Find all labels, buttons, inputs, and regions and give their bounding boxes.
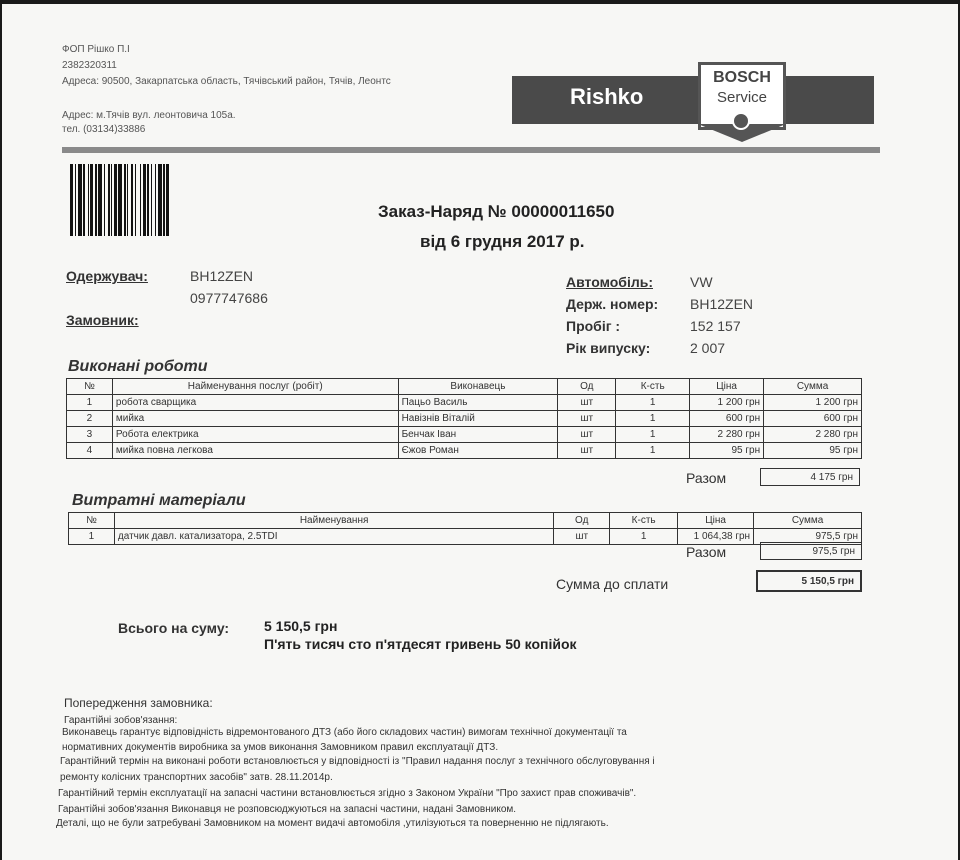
summary-value: 5 150,5 грн (264, 618, 338, 634)
works-table-header (67, 379, 862, 395)
cell-name: мийка (112, 411, 398, 427)
cell-sum: 600 грн (764, 411, 862, 427)
mileage-label: Пробіг : (566, 318, 621, 334)
cell-name: мийка повна легкова (112, 443, 398, 459)
warning-line: Деталі, що не були затребувані Замовником на момент видачі автомобіля ,утилізуються та поверненню не підлягають. (56, 818, 609, 829)
cell-price: 2 280 грн (690, 427, 764, 443)
cell-sum: 1 200 грн (764, 395, 862, 411)
car-label: Автомобіль: (566, 274, 653, 290)
warning-line: Гарантійні зобов'язання: (64, 715, 178, 726)
year-label: Рік випуску: (566, 340, 651, 356)
works-total-value: 4 175 грн (760, 468, 860, 486)
warning-line: нормативних документів виробника за умов виконання Замовником правил експлуатації ДТЗ. (62, 742, 499, 753)
cell-number: 2 (67, 411, 113, 427)
plate-label: Держ. номер: (566, 296, 659, 312)
cell-qty: 1 (616, 443, 690, 459)
cell-number: 4 (67, 443, 113, 459)
cell-unit: шт (558, 395, 616, 411)
materials-col-qty: К-сть (610, 513, 678, 529)
materials-total-value: 975,5 грн (760, 542, 862, 560)
cell-name: Робота електрика (112, 427, 398, 443)
logo-bar (512, 76, 874, 124)
cell-number: 1 (69, 529, 115, 545)
cell-unit: шт (558, 411, 616, 427)
grand-total-label: Сумма до сплати (556, 576, 669, 592)
rishko-logo-text: Rishko (570, 84, 644, 109)
cell-number: 1 (67, 395, 113, 411)
order-date: від 6 грудня 2017 р. (420, 232, 585, 251)
cell-number: 3 (67, 427, 113, 443)
works-col-sum: Сумма (764, 379, 862, 395)
cell-unit: шт (558, 443, 616, 459)
cell-price: 600 грн (690, 411, 764, 427)
company-code: 2382320311 (62, 60, 117, 71)
materials-table (68, 512, 862, 545)
barcode (70, 164, 328, 236)
table-row (67, 395, 862, 411)
company-address-2: Адрес: м.Тячів вул. леонтовича 105а. (62, 110, 236, 121)
works-col-performer: Виконавець (398, 379, 558, 395)
cell-unit: шт (554, 529, 610, 545)
header-divider (62, 147, 880, 153)
cell-qty: 1 (610, 529, 678, 545)
cell-performer: Єжов Роман (398, 443, 558, 459)
table-row (67, 443, 862, 459)
works-table (66, 378, 862, 459)
cell-price: 95 грн (690, 443, 764, 459)
cell-qty: 1 (616, 411, 690, 427)
cell-sum: 975,5 грн (754, 529, 862, 545)
works-col-unit: Од (558, 379, 616, 395)
summary-in-words: П'ять тисяч сто п'ятдесят гривень 50 копійок (264, 636, 577, 652)
materials-section-title: Витратні матеріали (72, 492, 246, 509)
table-row (67, 411, 862, 427)
works-total-label: Разом (686, 470, 727, 486)
plate-value: BH12ZEN (690, 296, 754, 312)
materials-col-price: Ціна (678, 513, 754, 529)
bosch-armature-icon (732, 112, 750, 130)
works-col-number: № (67, 379, 113, 395)
bosch-logo-top: BOSCH (713, 69, 771, 86)
year-value: 2 007 (690, 340, 726, 356)
materials-col-number: № (69, 513, 115, 529)
materials-col-sum: Сумма (754, 513, 862, 529)
table-row (67, 427, 862, 443)
warning-line: Гарантійний термін на виконані роботи встановлюється у відповідності із "Правил надання послуг з технічного обслуговування і (60, 756, 655, 767)
table-row (69, 529, 862, 545)
cell-qty: 1 (616, 395, 690, 411)
cell-price: 1 200 грн (690, 395, 764, 411)
bosch-logo-bottom: Service (716, 89, 768, 106)
cell-unit: шт (558, 427, 616, 443)
order-title: Заказ-Наряд № 00000011650 (378, 202, 615, 221)
recipient-value: BH12ZEN (190, 268, 254, 284)
works-section-title: Виконані роботи (68, 358, 208, 375)
cell-performer: Пацьо Василь (398, 395, 558, 411)
materials-col-name: Найменування (114, 513, 553, 529)
mileage-value: 152 157 (690, 318, 741, 334)
company-phone: тел. (03134)33886 (62, 124, 146, 135)
customer-label: Замовник: (66, 312, 139, 328)
works-col-qty: К-сть (616, 379, 690, 395)
recipient-label: Одержувач: (66, 268, 148, 284)
company-address: Адреса: 90500, Закарпатська область, Тячівський район, Тячів, Леонтс (62, 76, 391, 87)
cell-name: робота сварщика (112, 395, 398, 411)
warnings-title: Попередження замовника: (64, 696, 213, 710)
warning-line: Гарантійний термін експлуатації на запасні частини встановлюється згідно з Законом України "Про захист прав споживачів". (58, 788, 637, 799)
warning-line: ремонту колісних транспортних засобів" затв. 28.11.2014р. (60, 772, 333, 783)
grand-total-value: 5 150,5 грн (756, 570, 862, 592)
recipient-phone: 0977747686 (190, 290, 268, 306)
cell-name: датчик давл. катализатора, 2.5TDI (114, 529, 553, 545)
car-value: VW (690, 274, 713, 290)
cell-performer: Бенчак Іван (398, 427, 558, 443)
materials-table-header (69, 513, 862, 529)
company-name: ФОП Рішко П.І (62, 44, 130, 55)
materials-total-label: Разом (686, 544, 727, 560)
materials-col-unit: Од (554, 513, 610, 529)
warning-line: Гарантійні зобов'язання Виконавця не розповсюджуються на запасні частини, надані Замовником. (58, 804, 517, 815)
document-page (2, 4, 958, 860)
summary-label: Всього на суму: (118, 620, 230, 636)
cell-qty: 1 (616, 427, 690, 443)
works-col-price: Ціна (690, 379, 764, 395)
cell-price: 1 064,38 грн (678, 529, 754, 545)
warning-line: Виконавець гарантує відповідність відремонтованого ДТЗ (або його складових частин) вимогам технічної документації та (62, 727, 627, 738)
works-col-name: Найменування послуг (робіт) (112, 379, 398, 395)
cell-performer: Навізнів Віталій (398, 411, 558, 427)
cell-sum: 2 280 грн (764, 427, 862, 443)
cell-sum: 95 грн (764, 443, 862, 459)
